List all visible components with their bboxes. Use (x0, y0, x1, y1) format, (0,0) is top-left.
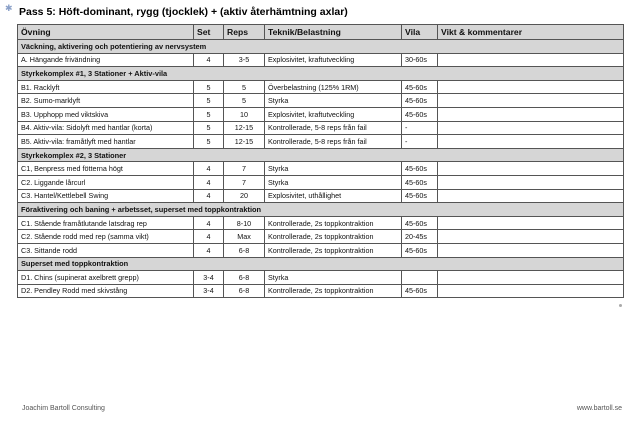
section-title: Väckning, aktivering och potentiering av nervsystem (18, 40, 624, 54)
exercise-cell: C3. Hantel/Kettlebell Swing (18, 189, 194, 203)
comment-cell[interactable] (438, 53, 624, 67)
rest-cell: 30-60s (402, 53, 438, 67)
col-header-reps: Reps (224, 25, 265, 40)
reps-cell: 3-5 (224, 53, 265, 67)
comment-cell[interactable] (438, 189, 624, 203)
technique-cell: Kontrollerade, 5-8 reps från fail (265, 121, 402, 135)
comment-cell[interactable] (438, 284, 624, 298)
sets-cell: 5 (194, 94, 224, 108)
section-title: Superset med toppkontraktion (18, 257, 624, 271)
table-row (18, 271, 624, 285)
sets-cell: 5 (194, 107, 224, 121)
exercise-cell: C1, Benpress med fötterna högt (18, 162, 194, 176)
rest-cell (402, 271, 438, 285)
section-row (18, 67, 624, 81)
sets-cell: 4 (194, 230, 224, 244)
page-title: Pass 5: Höft-dominant, rygg (tjocklek) + (aktiv återhämtning axlar) (19, 6, 348, 18)
section-title: Styrkekomplex #1, 3 Stationer + Aktiv-vila (18, 67, 624, 81)
technique-cell: Kontrollerade, 2s toppkontraktion (265, 243, 402, 257)
reps-cell: 8-10 (224, 216, 265, 230)
technique-cell: Kontrollerade, 5-8 reps från fail (265, 135, 402, 149)
exercise-cell: C1. Stående framåtlutande latsdrag rep (18, 216, 194, 230)
exercise-cell: B1. Racklyft (18, 80, 194, 94)
comment-cell[interactable] (438, 230, 624, 244)
reps-cell: 6-8 (224, 284, 265, 298)
table-row (18, 230, 624, 244)
table-row (18, 121, 624, 135)
reps-cell: 7 (224, 162, 265, 176)
technique-cell: Explosivitet, kraftutveckling (265, 107, 402, 121)
comment-cell[interactable] (438, 162, 624, 176)
technique-cell: Styrka (265, 94, 402, 108)
rest-cell: 45-60s (402, 80, 438, 94)
reps-cell: 20 (224, 189, 265, 203)
exercise-cell: D1. Chins (supinerat axelbrett grepp) (18, 271, 194, 285)
rest-cell: 45-60s (402, 189, 438, 203)
exercise-cell: A. Hängande frivändning (18, 53, 194, 67)
exercise-cell: B5. Aktiv-vila: framåtlyft med hantlar (18, 135, 194, 149)
footer-website[interactable]: www.bartoll.se (576, 405, 622, 412)
reps-cell: 5 (224, 94, 265, 108)
exercise-cell: B2. Sumo-marklyft (18, 94, 194, 108)
rest-cell: 45-60s (402, 284, 438, 298)
table-row (18, 216, 624, 230)
reps-cell: 10 (224, 107, 265, 121)
sets-cell: 4 (194, 243, 224, 257)
sets-cell: 4 (194, 189, 224, 203)
section-title: Styrkekomplex #2, 3 Stationer (18, 148, 624, 162)
reps-cell: Max (224, 230, 265, 244)
col-header-teknik: Teknik/Belastning (265, 25, 402, 40)
section-row (18, 203, 624, 217)
col-header-vila: Vila (402, 25, 438, 40)
reps-cell: 7 (224, 175, 265, 189)
sets-cell: 4 (194, 162, 224, 176)
table-row (18, 162, 624, 176)
exercise-cell: B3. Upphopp med viktskiva (18, 107, 194, 121)
reps-cell: 12-15 (224, 121, 265, 135)
sets-cell: 3-4 (194, 284, 224, 298)
rest-cell: - (402, 121, 438, 135)
sets-cell: 3-4 (194, 271, 224, 285)
technique-cell: Explosivitet, uthållighet (265, 189, 402, 203)
sets-cell: 4 (194, 53, 224, 67)
col-header-vikt: Vikt & kommentarer (438, 25, 624, 40)
table-row (18, 107, 624, 121)
sets-cell: 4 (194, 175, 224, 189)
sets-cell: 5 (194, 80, 224, 94)
technique-cell: Kontrollerade, 2s toppkontraktion (265, 230, 402, 244)
section-title: Föraktivering och baning + arbetsset, superset med toppkontraktion (18, 203, 624, 217)
comment-cell[interactable] (438, 271, 624, 285)
table-row (18, 284, 624, 298)
technique-cell: Explosivitet, kraftutveckling (265, 53, 402, 67)
rest-cell: 45-60s (402, 175, 438, 189)
comment-cell[interactable] (438, 121, 624, 135)
reps-cell: 6-8 (224, 271, 265, 285)
technique-cell: Överbelastning (125% 1RM) (265, 80, 402, 94)
comment-cell[interactable] (438, 216, 624, 230)
table-row (18, 135, 624, 149)
sets-cell: 5 (194, 121, 224, 135)
exercise-cell: B4. Aktiv-vila: Sidolyft med hantlar (korta) (18, 121, 194, 135)
rest-cell: 45-60s (402, 216, 438, 230)
exercise-cell: C3. Sittande rodd (18, 243, 194, 257)
comment-cell[interactable] (438, 175, 624, 189)
col-header-ovning: Övning (18, 25, 194, 40)
reps-cell: 5 (224, 80, 265, 94)
table-row (18, 80, 624, 94)
table-row (18, 94, 624, 108)
exercise-cell: C2. Liggande lårcurl (18, 175, 194, 189)
table-row (18, 243, 624, 257)
col-header-set: Set (194, 25, 224, 40)
table-row (18, 189, 624, 203)
reps-cell: 6-8 (224, 243, 265, 257)
exercise-cell: C2. Stående rodd med rep (samma vikt) (18, 230, 194, 244)
table-move-handle-icon[interactable]: ✱ (5, 3, 13, 13)
comment-cell[interactable] (438, 243, 624, 257)
technique-cell: Styrka (265, 162, 402, 176)
comment-cell[interactable] (438, 94, 624, 108)
comment-cell[interactable] (438, 135, 624, 149)
comment-cell[interactable] (438, 107, 624, 121)
rest-cell: 45-60s (402, 94, 438, 108)
sets-cell: 5 (194, 135, 224, 149)
footer-company: Joachim Bartoll Consulting (22, 405, 105, 412)
technique-cell: Styrka (265, 271, 402, 285)
rest-cell: 45-60s (402, 107, 438, 121)
scroll-indicator (619, 304, 622, 307)
training-table (17, 24, 624, 298)
header-row (18, 25, 624, 40)
exercise-cell: D2. Pendley Rodd med skivstång (18, 284, 194, 298)
rest-cell: - (402, 135, 438, 149)
technique-cell: Styrka (265, 175, 402, 189)
section-row (18, 148, 624, 162)
reps-cell: 12-15 (224, 135, 265, 149)
table-row (18, 175, 624, 189)
sets-cell: 4 (194, 216, 224, 230)
rest-cell: 45-60s (402, 243, 438, 257)
technique-cell: Kontrollerade, 2s toppkontraktion (265, 216, 402, 230)
rest-cell: 45-60s (402, 162, 438, 176)
table-row (18, 53, 624, 67)
rest-cell: 20-45s (402, 230, 438, 244)
technique-cell: Kontrollerade, 2s toppkontraktion (265, 284, 402, 298)
section-row (18, 40, 624, 54)
section-row (18, 257, 624, 271)
comment-cell[interactable] (438, 80, 624, 94)
